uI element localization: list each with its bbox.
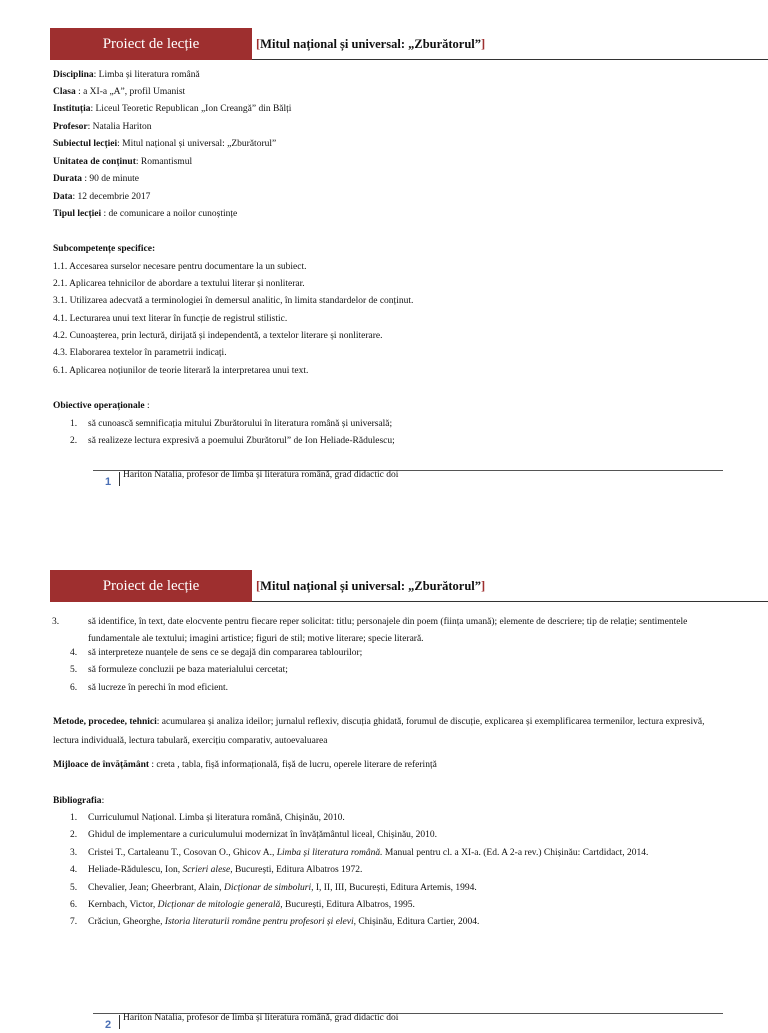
item-number: 3. <box>70 848 78 858</box>
info-value: Limba și literatura română <box>98 70 200 80</box>
header-rule <box>252 601 768 602</box>
obiectiv-item <box>52 614 728 648</box>
subcompetenta-item: 2.1. Aplicarea tehnicilor de abordare a textului literar și nonliterar. <box>53 279 305 289</box>
item-number: 6. <box>70 683 78 693</box>
item-text: , I, II, III, București, Editura Artemis, 1994. <box>311 883 477 893</box>
header-rule <box>252 59 768 60</box>
info-line <box>53 174 139 184</box>
info-line <box>53 104 291 114</box>
subcompetenta-item: 4.3. Elaborarea textelor în parametrii indicați. <box>53 348 227 358</box>
info-label: Profesor <box>53 122 88 132</box>
item-text: , București, Editura Albatros, 1995. <box>280 900 415 910</box>
subcompetenta-item: 4.1. Lecturarea unui text literar în funcție de registrul stilistic. <box>53 314 288 324</box>
info-sep: : <box>135 157 141 167</box>
obiectiv-item <box>70 419 392 429</box>
info-label: Durata <box>53 174 83 184</box>
info-line <box>53 70 200 80</box>
bibliografia-heading: Bibliografia: <box>53 796 105 806</box>
metode-paragraph: Metode, procedee, tehnici: acumularea și analiza ideilor; jurnalul reflexiv, discuția ghidată, forumul de discuție, explicarea și exemplificarea termenilor, lectura expresivă, lectura individuală, lectura tabulară, exercițiu comparativ, autoevaluarea <box>53 717 705 746</box>
info-line <box>53 87 185 97</box>
item-text: Chevalier, Jean; Gheerbrant, Alain, <box>88 883 225 893</box>
info-line <box>53 139 276 149</box>
item-text: să lucreze în perechi în mod eficient. <box>88 683 229 693</box>
info-value: Romantismul <box>140 157 193 167</box>
item-number: 2. <box>70 436 78 446</box>
header-badge: Proiect de lecție <box>50 570 252 602</box>
info-sep: : <box>82 174 90 184</box>
obiective-heading: Obiective operaționale : <box>53 401 150 411</box>
item-text: să interpreteze nuanțele de sens ce se degajă din compararea tablourilor; <box>88 648 363 658</box>
item-text: să realizeze lectura expresivă a poemului Zburătorul” de Ion Heliade-Rădulescu; <box>88 436 395 446</box>
item-number: 5. <box>70 883 78 893</box>
info-sep: : <box>75 87 84 97</box>
info-value: 90 de minute <box>89 174 140 184</box>
item-text: , București, Editura Albatros 1972. <box>230 865 363 875</box>
bibliografie-item <box>70 865 362 875</box>
bibliografie-item <box>70 917 479 927</box>
bibliografie-item <box>70 900 415 910</box>
info-sep: : <box>90 104 96 114</box>
info-label: Data <box>53 192 73 202</box>
item-text: să formuleze concluzii pe baza materialului cercetat; <box>88 665 288 675</box>
item-number: 4. <box>70 648 78 658</box>
item-title: Dicționar de mitologie generală <box>157 900 281 910</box>
header-title: [Mitul național și universal: „Zburătorul”] <box>256 37 486 51</box>
item-text: să identifice, în text, date elocvente pentru fiecare reper solicitat: titlu; personajele din poem (ființa umană); elemente de descriere; tip de relație; sentimentele fundamentale ale textului; imagini artistice; figuri de stil; motive literare; specie literară. <box>88 617 688 644</box>
header-badge: Proiect de lecție <box>50 28 252 60</box>
page-number: 1 <box>105 476 112 488</box>
mijloace-line: Mijloace de învățământ : creta , tabla, fișă informațională, fișă de lucru, operele literare de referință <box>53 760 437 770</box>
info-value: de comunicare a noilor cunoștințe <box>108 209 238 219</box>
obiectiv-item <box>70 648 362 658</box>
info-line <box>53 192 150 202</box>
info-value: 12 decembrie 2017 <box>77 192 151 202</box>
info-line <box>53 209 237 219</box>
page1-footer <box>93 470 723 490</box>
subcompetenta-item: 4.2. Cunoașterea, prin lectură, dirijată și independentă, a textelor literare și nonliterare. <box>53 331 383 341</box>
subcompetenta-item: 3.1. Utilizarea adecvată a terminologiei în demersul analitic, în limita standardelor de conținut. <box>53 296 414 306</box>
info-value: Mitul național și universal: „Zburătorul” <box>122 139 277 149</box>
subcompetenta-item: 1.1. Accesarea surselor necesare pentru documentare la un subiect. <box>53 262 307 272</box>
item-title: Dicționar de simboluri <box>224 883 312 893</box>
info-line <box>53 157 192 167</box>
info-sep: : <box>93 70 99 80</box>
header-title: [Mitul național și universal: „Zburătorul”] <box>256 579 486 593</box>
item-title: Istoria literaturii române pentru profesori și elevi <box>164 917 354 927</box>
item-text: Manual pentru cl. a XI-a. (Ed. A 2-a rev.) Chișinău: Cartdidact, 2014. <box>382 848 649 858</box>
info-value: a XI-a „A”, profil Umanist <box>83 87 186 97</box>
item-text: Curriculumul Național. Limba și literatura română, Chișinău, 2010. <box>88 813 345 823</box>
obiectiv-item <box>70 665 288 675</box>
info-label: Instituția <box>53 104 91 114</box>
item-number: 1. <box>70 419 78 429</box>
item-number: 4. <box>70 865 78 875</box>
bibliografie-item <box>70 830 437 840</box>
item-text: Cristei T., Cartaleanu T., Cosovan O., Ghicov A., <box>88 848 277 858</box>
info-sep: : <box>101 209 109 219</box>
info-value: Natalia Hariton <box>92 122 152 132</box>
subcompetente-heading: Subcompetențe specifice: <box>53 244 156 254</box>
subcompetenta-item: 6.1. Aplicarea noțiunilor de teorie literară la interpretarea unui text. <box>53 366 309 376</box>
info-value: Liceul Teoretic Republican „Ion Creangă” din Bălți <box>95 104 292 114</box>
info-line <box>53 122 152 132</box>
item-text: Ghidul de implementare a curiculumului modernizat în învățământul liceal, Chișinău, 2010. <box>88 830 438 840</box>
item-text: să cunoască semnificația mitului Zburătorului în literatura română și universală; <box>88 419 393 429</box>
footer-text: Hariton Natalia, profesor de limba și literatura română, grad didactic doi <box>123 470 399 480</box>
item-number: 3. <box>52 617 60 627</box>
item-text: Crăciun, Gheorghe, <box>88 917 165 927</box>
info-label: Clasa <box>53 87 76 97</box>
bibliografie-item <box>70 848 648 858</box>
obiectiv-item <box>70 683 228 693</box>
bibliografie-item <box>70 883 477 893</box>
info-label: Tipul lecției <box>53 209 102 219</box>
info-sep: : <box>117 139 123 149</box>
item-number: 7. <box>70 917 78 927</box>
item-text: Heliade-Rădulescu, Ion, <box>88 865 183 875</box>
info-label: Unitatea de conținut <box>53 157 136 167</box>
item-text: , Chișinău, Editura Cartier, 2004. <box>353 917 480 927</box>
item-title: Limba și literatura română. <box>276 848 383 858</box>
item-number: 2. <box>70 830 78 840</box>
item-number: 5. <box>70 665 78 675</box>
info-label: Subiectul lecției <box>53 139 118 149</box>
info-label: Disciplina <box>53 70 94 80</box>
item-text: Kernbach, Victor, <box>88 900 158 910</box>
info-sep: : <box>87 122 93 132</box>
page2-header <box>50 570 720 602</box>
item-title: Scrieri alese <box>182 865 231 875</box>
page2-footer <box>93 1013 723 1033</box>
item-number: 1. <box>70 813 78 823</box>
bibliografie-item <box>70 813 345 823</box>
obiectiv-item <box>70 436 395 446</box>
page-number: 2 <box>105 1019 112 1031</box>
footer-text: Hariton Natalia, profesor de limba și literatura română, grad didactic doi <box>123 1013 399 1023</box>
info-sep: : <box>72 192 78 202</box>
page1-header <box>50 28 720 60</box>
item-number: 6. <box>70 900 78 910</box>
